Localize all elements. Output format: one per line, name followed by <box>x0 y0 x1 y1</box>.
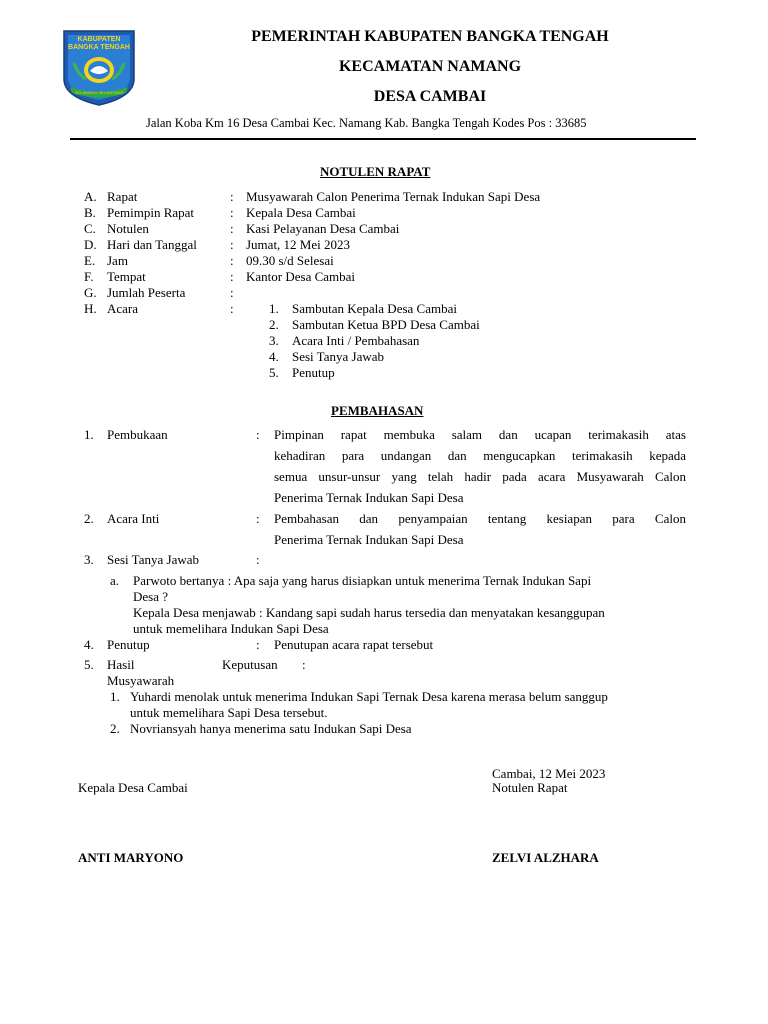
discussion-text: Pembahasan dan penyampaian tentang kesiapan para Calon <box>274 511 686 526</box>
info-separator: : <box>230 269 234 284</box>
agenda-number: 4. <box>269 349 279 364</box>
info-letter: A. <box>84 189 97 204</box>
discussion-separator: : <box>256 637 260 652</box>
info-label: Tempat <box>107 269 146 284</box>
discussion-number: 4. <box>84 637 94 652</box>
info-separator: : <box>230 221 234 236</box>
discussion-label: Hasil <box>107 657 135 672</box>
discussion-label: Acara Inti <box>107 511 160 526</box>
qa-text: Kepala Desa menjawab : Kandang sapi sudah harus tersedia dan menyatakan kesanggupan <box>133 605 605 620</box>
discussion-label: Pembukaan <box>107 427 168 442</box>
info-value: Kasi Pelayanan Desa Cambai <box>246 221 400 236</box>
info-separator: : <box>230 237 234 252</box>
info-label: Rapat <box>107 189 138 204</box>
discussion-text: Pimpinan rapat membuka salam dan ucapan terimakasih atas <box>274 427 686 442</box>
agenda-item: Sambutan Ketua BPD Desa Cambai <box>292 317 480 332</box>
signature-place-date: Cambai, 12 Mei 2023 <box>492 766 606 781</box>
letterhead-village: DESA CAMBAI <box>373 88 487 105</box>
discussion-text: kehadiran para undangan dan mengucapkan terimakasih kepada <box>274 448 686 463</box>
decision-number: 1. <box>110 689 120 704</box>
info-separator: : <box>230 189 234 204</box>
discussion-text: Penerima Ternak Indukan Sapi Desa <box>274 490 464 505</box>
letterhead-district: KECAMATAN NAMANG <box>338 58 522 75</box>
discussion-separator: : <box>256 511 260 526</box>
decision-text: untuk memelihara Sapi Desa tersebut. <box>130 705 328 720</box>
signature-right-role: Notulen Rapat <box>492 780 568 795</box>
svg-text:KABUPATEN: KABUPATEN <box>77 36 121 43</box>
qa-letter: a. <box>110 573 120 588</box>
info-value: Jumat, 12 Mei 2023 <box>246 237 350 252</box>
discussion-label: Musyawarah <box>107 673 175 688</box>
discussion-title: PEMBAHASAN <box>331 403 424 418</box>
info-label: Notulen <box>107 221 149 236</box>
letterhead-divider <box>70 138 696 140</box>
discussion-label: Penutup <box>107 637 150 652</box>
discussion-text: Penutupan acara rapat tersebut <box>274 637 434 652</box>
info-letter: F. <box>84 269 94 284</box>
agenda-number: 2. <box>269 317 279 332</box>
signature-left-role: Kepala Desa Cambai <box>78 780 188 795</box>
discussion-label: Sesi Tanya Jawab <box>107 552 199 567</box>
info-label: Acara <box>107 301 139 316</box>
agenda-item: Sesi Tanya Jawab <box>292 349 384 364</box>
info-label: Jam <box>107 253 128 268</box>
info-label: Pemimpin Rapat <box>107 205 195 220</box>
svg-text:BANGKA TENGAH: BANGKA TENGAH <box>68 44 130 51</box>
discussion-number: 2. <box>84 511 94 526</box>
info-value: Musyawarah Calon Penerima Ternak Indukan Sapi Desa <box>246 189 541 204</box>
decision-text: Yuhardi menolak untuk menerima Indukan Sapi Ternak Desa karena merasa belum sanggup <box>130 689 608 704</box>
document-title: NOTULEN RAPAT <box>320 164 431 179</box>
discussion-text: semua unsur-unsur yang telah hadir pada acara Musyawarah Calon <box>274 469 686 484</box>
agenda-item: Sambutan Kepala Desa Cambai <box>292 301 457 316</box>
info-letter: C. <box>84 221 96 236</box>
info-letter: H. <box>84 301 97 316</box>
agenda-number: 1. <box>269 301 279 316</box>
discussion-number: 5. <box>84 657 94 672</box>
info-value: 09.30 s/d Selesai <box>246 253 334 268</box>
decision-number: 2. <box>110 721 120 736</box>
agenda-number: 5. <box>269 365 279 380</box>
qa-text: untuk memelihara Indukan Sapi Desa <box>133 621 329 636</box>
discussion-separator: : <box>302 657 306 672</box>
info-separator: : <box>230 253 234 268</box>
discussion-text: Penerima Ternak Indukan Sapi Desa <box>274 532 464 547</box>
info-label: Jumlah Peserta <box>107 285 186 300</box>
qa-text: Desa ? <box>133 589 169 604</box>
info-separator: : <box>230 301 234 316</box>
discussion-separator: : <box>256 427 260 442</box>
discussion-number: 1. <box>84 427 94 442</box>
info-label: Hari dan Tanggal <box>107 237 197 252</box>
discussion-number: 3. <box>84 552 94 567</box>
info-letter: B. <box>84 205 96 220</box>
info-letter: E. <box>84 253 96 268</box>
svg-text:SELAWANG SEGANTANG: SELAWANG SEGANTANG <box>74 90 124 95</box>
signature-left-name: ANTI MARYONO <box>78 850 184 865</box>
info-value: Kepala Desa Cambai <box>246 205 356 220</box>
discussion-label: Keputusan <box>222 657 278 672</box>
discussion-separator: : <box>256 552 260 567</box>
info-letter: G. <box>84 285 97 300</box>
regency-emblem-logo <box>60 27 138 107</box>
decision-text: Novriansyah hanya menerima satu Indukan Sapi Desa <box>130 721 412 736</box>
agenda-item: Acara Inti / Pembahasan <box>292 333 420 348</box>
agenda-number: 3. <box>269 333 279 348</box>
info-separator: : <box>230 205 234 220</box>
qa-text: Parwoto bertanya : Apa saja yang harus disiapkan untuk menerima Ternak Indukan Sapi <box>133 573 592 588</box>
info-value: Kantor Desa Cambai <box>246 269 356 284</box>
signature-right-name: ZELVI ALZHARA <box>492 850 599 865</box>
info-letter: D. <box>84 237 97 252</box>
letterhead-address: Jalan Koba Km 16 Desa Cambai Kec. Namang Kab. Bangka Tengah Kodes Pos : 33685 <box>146 116 587 130</box>
letterhead-government: PEMERINTAH KABUPATEN BANGKA TENGAH <box>251 28 609 45</box>
agenda-item: Penutup <box>292 365 335 380</box>
info-separator: : <box>230 285 234 300</box>
